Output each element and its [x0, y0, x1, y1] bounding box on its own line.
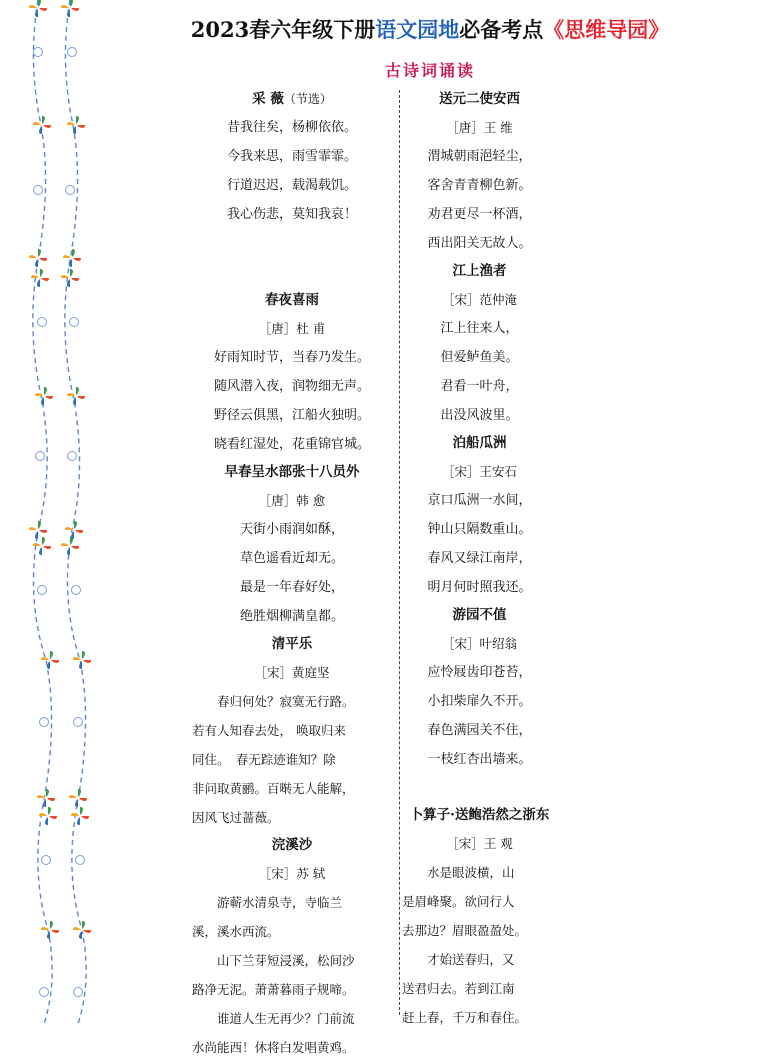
poem-line: 君看一叶舟， [440, 379, 519, 394]
poem-qingpingle [192, 631, 392, 832]
poem-title: 卜算子·送鲍浩然之浙东 [409, 807, 550, 823]
poem-line: 客舍青青柳色新。 [427, 178, 532, 193]
poem-zaochun [192, 459, 392, 631]
poem-line: 江上往来人， [440, 321, 519, 336]
poem-title: 早春呈水部张十八员外 [224, 464, 360, 480]
poem-line: 山下兰芽短浸溪，松间沙 [192, 953, 355, 968]
poem-line: 但爱鲈鱼美。 [440, 350, 519, 365]
poem-line: 出没风波里。 [440, 408, 519, 423]
right-column [402, 86, 557, 1032]
poem-line: 我心伤悲，莫知我哀！ [226, 207, 357, 222]
poem-chunye-xiyu [192, 287, 392, 459]
poem-author: ［唐］杜 甫 [258, 321, 326, 336]
pinwheel-border-decoration [0, 0, 110, 1024]
poem-bochuan-guazhou [402, 430, 557, 602]
poem-line: 天街小雨润如酥， [239, 522, 344, 537]
poem-song-yuaner [402, 86, 557, 258]
poem-line: 西出阳关无故人。 [427, 236, 532, 251]
poem-line: 送君归去。若到江南 [402, 981, 515, 996]
poem-line: 钟山只隔数重山。 [427, 522, 532, 537]
poem-line: 水尚能西！休将白发唱黄鸡。 [192, 1040, 355, 1055]
column-divider [399, 90, 400, 1015]
poem-youyuan-buzhi [402, 602, 557, 774]
poem-author: ［宋］王安石 [441, 464, 517, 479]
poem-line: 好雨知时节，当春乃发生。 [213, 350, 370, 365]
poem-title: 清平乐 [271, 636, 313, 652]
poem-busuanzi [402, 802, 557, 1032]
poem-line: 是眉峰聚。欲问行人 [402, 894, 515, 909]
poem-line: 应怜屐齿印苍苔， [427, 665, 532, 680]
section-subtitle: 古诗词诵读 [384, 61, 475, 80]
left-column [192, 86, 392, 1062]
poem-line: 行道迟迟，载渴载饥。 [226, 178, 357, 193]
poem-line: 草色遥看近却无。 [239, 551, 344, 566]
poem-title: 江上渔者 [452, 263, 507, 279]
poem-line: 路净无泥。萧萧暮雨子规啼。 [192, 982, 355, 997]
poem-line: 赶上春，千万和春住。 [402, 1010, 528, 1025]
poem-line: 才始送春归，又 [402, 952, 515, 967]
poem-line: 昔我往矣，杨柳依依。 [226, 120, 357, 135]
poem-line: 随风潜入夜，润物细无声。 [213, 379, 370, 394]
poem-author: ［宋］叶绍翁 [441, 636, 517, 651]
poem-title: 游园不值 [452, 607, 507, 623]
poem-title: 泊船瓜洲 [452, 435, 507, 451]
poem-author: ［宋］王 观 [446, 836, 513, 851]
poem-title: 采 薇 [252, 91, 284, 107]
poem-line: 最是一年春好处， [239, 580, 344, 595]
title-points: 必备考点 [459, 17, 544, 42]
poem-author: ［宋］苏 轼 [258, 866, 326, 881]
poem-line: 一枝红杏出墙来。 [427, 752, 532, 767]
poem-line: 晓看红湿处，花重锦官城。 [213, 437, 370, 452]
title-section: 语文园地 [375, 17, 460, 42]
poem-line: 京口瓜洲一水间， [427, 493, 532, 508]
poem-caiwei [192, 86, 392, 229]
poem-line: 非问取黄鹂。百啭无人能解， [192, 781, 355, 796]
poem-note: （节选） [283, 92, 332, 106]
poem-line: 小扣柴扉久不开。 [427, 694, 532, 709]
poem-line: 野径云俱黑，江船火独明。 [213, 408, 370, 423]
poem-title: 送元二使安西 [439, 91, 520, 107]
poem-line: 春归何处？寂寞无行路。 [192, 694, 355, 709]
poem-line: 若有人知春去处， 唤取归来 [192, 723, 346, 738]
title-mindmap: 《思维导园》 [543, 17, 670, 42]
poem-line: 水是眼波横，山 [402, 865, 515, 880]
poem-author: ［宋］黄庭坚 [254, 665, 330, 680]
poem-title: 春夜喜雨 [265, 292, 319, 308]
poem-line: 绝胜烟柳满皇都。 [239, 609, 344, 624]
poem-line: 同住。 春无踪迹谁知？除 [192, 752, 336, 767]
title-grade: 2023春六年级下册 [190, 17, 376, 42]
poem-line: 去那边？眉眼盈盈处。 [402, 923, 528, 938]
poem-line: 渭城朝雨浥轻尘， [427, 149, 532, 164]
poem-author: ［宋］范仲淹 [441, 292, 517, 307]
poem-author: ［唐］韩 愈 [258, 493, 326, 508]
poem-line: 劝君更尽一杯酒， [427, 207, 532, 222]
poem-line: 春色满园关不住， [427, 723, 532, 738]
page-title [120, 14, 740, 44]
poem-title: 浣溪沙 [271, 837, 313, 853]
poem-line: 溪，溪水西流。 [192, 924, 280, 939]
poem-author: ［唐］王 维 [446, 120, 513, 135]
poem-line: 因风飞过蔷薇。 [192, 810, 280, 825]
poem-huanxisha [192, 832, 392, 1062]
poem-line: 谁道人生无再少？门前流 [192, 1011, 355, 1026]
poem-line: 明月何时照我还。 [427, 580, 532, 595]
poem-line: 春风又绿江南岸， [427, 551, 532, 566]
poem-line: 游蕲水清泉寺，寺临兰 [192, 895, 343, 910]
poem-jiangshang-yuzhe [402, 258, 557, 430]
poem-line: 今我来思，雨雪霏霏。 [226, 149, 357, 164]
